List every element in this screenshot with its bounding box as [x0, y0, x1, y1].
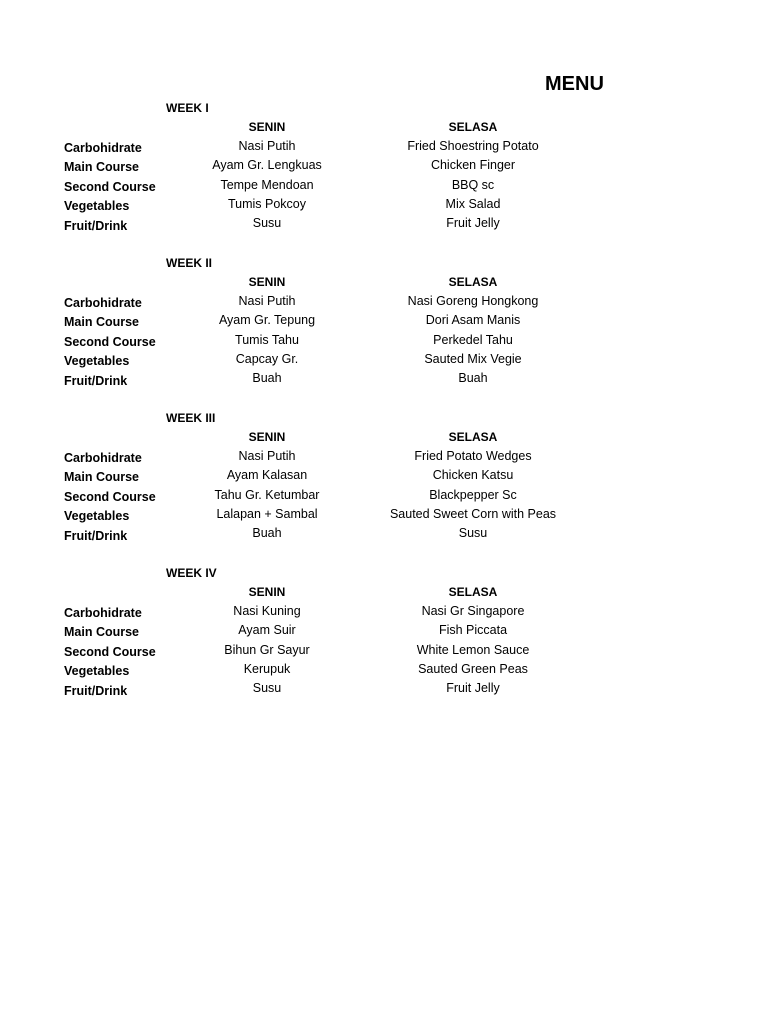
menu-cell: Nasi Putih	[238, 139, 296, 153]
row-label-fruit-drink: Fruit/Drink	[64, 219, 128, 233]
menu-cell: Sauted Green Peas	[418, 662, 528, 676]
day-header-selasa: SELASA	[448, 585, 498, 599]
row-label-main-course: Main Course	[64, 160, 140, 174]
row-label-second-course: Second Course	[64, 335, 156, 349]
week-section-4	[0, 565, 768, 765]
menu-cell: Nasi Gr Singapore	[421, 604, 525, 618]
menu-cell: Nasi Putih	[238, 449, 296, 463]
day-header-senin: SENIN	[248, 275, 286, 289]
row-label-main-course: Main Course	[64, 470, 140, 484]
row-label-carbohidrate: Carbohidrate	[64, 141, 142, 155]
menu-cell: Fish Piccata	[438, 623, 508, 637]
menu-cell: Dori Asam Manis	[425, 313, 521, 327]
menu-cell: Tahu Gr. Ketumbar	[214, 488, 320, 502]
menu-cell: Ayam Suir	[238, 623, 296, 637]
menu-cell: Sauted Sweet Corn with Peas	[389, 507, 557, 521]
row-label-second-course: Second Course	[64, 645, 156, 659]
row-label-vegetables: Vegetables	[64, 509, 130, 523]
page-title: MENU	[545, 73, 604, 95]
menu-cell: Buah	[252, 371, 282, 385]
row-label-carbohidrate: Carbohidrate	[64, 606, 142, 620]
menu-cell: Buah	[252, 526, 282, 540]
menu-cell: Ayam Kalasan	[226, 468, 308, 482]
menu-cell: Ayam Gr. Tepung	[218, 313, 316, 327]
menu-cell: Sauted Mix Vegie	[424, 352, 522, 366]
day-header-selasa: SELASA	[448, 275, 498, 289]
menu-cell: Bihun Gr Sayur	[224, 643, 310, 657]
menu-cell: Susu	[458, 526, 488, 540]
row-label-fruit-drink: Fruit/Drink	[64, 374, 128, 388]
day-header-selasa: SELASA	[448, 120, 498, 134]
menu-cell: BBQ sc	[451, 178, 495, 192]
row-label-second-course: Second Course	[64, 490, 156, 504]
menu-cell: White Lemon Sauce	[416, 643, 530, 657]
row-label-carbohidrate: Carbohidrate	[64, 451, 142, 465]
week-label: WEEK IV	[166, 566, 217, 580]
day-header-senin: SENIN	[248, 430, 286, 444]
menu-cell: Susu	[252, 681, 282, 695]
menu-cell: Ayam Gr. Lengkuas	[212, 158, 322, 172]
menu-cell: Kerupuk	[243, 662, 291, 676]
day-header-selasa: SELASA	[448, 430, 498, 444]
menu-cell: Nasi Goreng Hongkong	[407, 294, 539, 308]
menu-cell: Buah	[458, 371, 488, 385]
week-label: WEEK II	[166, 256, 213, 270]
row-label-main-course: Main Course	[64, 625, 140, 639]
menu-cell: Nasi Kuning	[233, 604, 301, 618]
menu-cell: Tempe Mendoan	[220, 178, 314, 192]
menu-cell: Lalapan + Sambal	[216, 507, 318, 521]
menu-cell: Mix Salad	[445, 197, 501, 211]
menu-cell: Chicken Finger	[430, 158, 516, 172]
menu-cell: Fruit Jelly	[446, 681, 500, 695]
day-header-senin: SENIN	[248, 585, 286, 599]
menu-cell: Capcay Gr.	[235, 352, 299, 366]
menu-cell: Fruit Jelly	[446, 216, 500, 230]
menu-cell: Fried Shoestring Potato	[407, 139, 539, 153]
row-label-vegetables: Vegetables	[64, 664, 130, 678]
row-label-fruit-drink: Fruit/Drink	[64, 684, 128, 698]
menu-cell: Perkedel Tahu	[433, 333, 513, 347]
menu-cell: Tumis Pokcoy	[227, 197, 307, 211]
row-label-fruit-drink: Fruit/Drink	[64, 529, 128, 543]
row-label-vegetables: Vegetables	[64, 199, 130, 213]
row-label-vegetables: Vegetables	[64, 354, 130, 368]
menu-cell: Fried Potato Wedges	[414, 449, 532, 463]
week-label: WEEK I	[166, 101, 209, 115]
menu-cell: Susu	[252, 216, 282, 230]
row-label-carbohidrate: Carbohidrate	[64, 296, 142, 310]
day-header-senin: SENIN	[248, 120, 286, 134]
menu-cell: Chicken Katsu	[432, 468, 514, 482]
week-label: WEEK III	[166, 411, 216, 425]
row-label-second-course: Second Course	[64, 180, 156, 194]
menu-cell: Tumis Tahu	[235, 333, 299, 347]
menu-cell: Blackpepper Sc	[429, 488, 517, 502]
row-label-main-course: Main Course	[64, 315, 140, 329]
menu-cell: Nasi Putih	[238, 294, 296, 308]
